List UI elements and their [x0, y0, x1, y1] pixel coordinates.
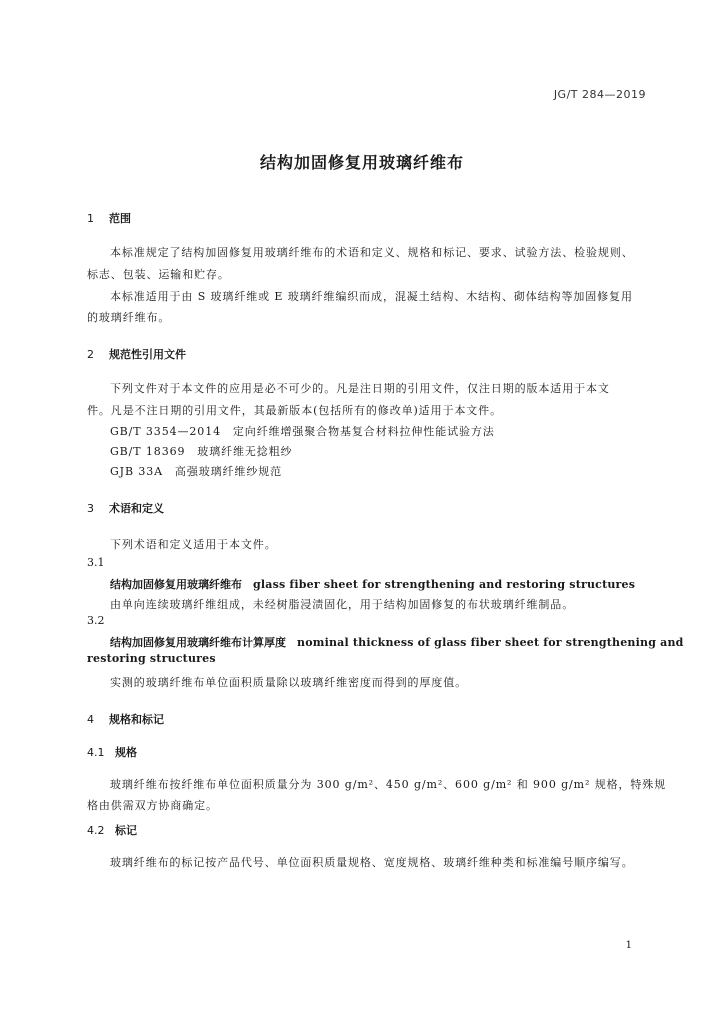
section-2-title: 规范性引用文件: [109, 348, 186, 361]
section-2-paragraph-line-2: 件。凡是不注日期的引用文件，其最新版本(包括所有的修改单)适用于本文件。: [87, 404, 502, 417]
section-1-paragraph-2-line-2: 的玻璃纤维布。: [87, 311, 171, 324]
term-3-1-heading: [110, 576, 635, 592]
standard-number: JG/T 284—2019: [553, 88, 646, 101]
section-4-2-title: 标记: [115, 824, 137, 837]
term-3-1-english: glass fiber sheet for strengthening and restoring structures: [253, 578, 636, 591]
section-4-2-paragraph-line-1: 玻璃纤维布的标记按产品代号、单位面积质量规格、宽度规格、玻璃纤维种类和标准编号顺序编写。: [110, 856, 634, 869]
section-1-paragraph-2-line-1: 本标准适用于由 S 玻璃纤维或 E 玻璃纤维编织而成，混凝土结构、木结构、砌体结构等加固修复用: [110, 290, 633, 303]
normative-reference: GB/T 18369 玻璃纤维无捻粗纱: [110, 445, 293, 458]
section-4-1-number: 4.1: [87, 746, 105, 759]
section-2-number: 2: [87, 348, 94, 361]
term-3-2-heading: [110, 634, 684, 650]
section-3-number: 3: [87, 502, 94, 515]
term-3-2-english-line-2: restoring structures: [87, 652, 216, 665]
section-4-2-heading: [87, 822, 137, 838]
term-3-1-number: 3.1: [87, 556, 105, 569]
section-1-title: 范围: [109, 212, 131, 225]
term-3-2-chinese: 结构加固修复用玻璃纤维布计算厚度: [110, 636, 286, 649]
document-title: 结构加固修复用玻璃纤维布: [259, 153, 464, 172]
section-3-intro: 下列术语和定义适用于本文件。: [110, 538, 277, 551]
section-4-1-title: 规格: [115, 746, 137, 759]
page-number: 1: [625, 940, 632, 951]
term-3-2-number: 3.2: [87, 614, 105, 627]
normative-reference: GB/T 3354—2014 定向纤维增强聚合物基复合材料拉伸性能试验方法: [110, 425, 495, 438]
section-2-heading: [87, 346, 186, 362]
section-1-number: 1: [87, 212, 94, 225]
section-4-2-number: 4.2: [87, 824, 105, 837]
normative-reference: GJB 33A 高强玻璃纤维纱规范: [110, 465, 283, 478]
section-1-heading: [87, 210, 131, 226]
section-3-title: 术语和定义: [109, 502, 164, 515]
section-4-1-paragraph-line-1: 玻璃纤维布按纤维布单位面积质量分为 300 g/m²、450 g/m²、600 g/m² 和 900 g/m² 规格，特殊规: [110, 778, 667, 791]
section-4-1-heading: [87, 744, 137, 760]
section-1-paragraph-1-line-1: 本标准规定了结构加固修复用玻璃纤维布的术语和定义、规格和标记、要求、试验方法、检验规则、: [110, 246, 634, 259]
section-2-paragraph-line-1: 下列文件对于本文件的应用是必不可少的。凡是注日期的引用文件，仅注日期的版本适用于本文: [110, 382, 610, 395]
term-3-2-definition: 实测的玻璃纤维布单位面积质量除以玻璃纤维密度而得到的厚度值。: [110, 676, 467, 689]
term-3-1-definition: 由单向连续玻璃纤维组成，未经树脂浸渍固化，用于结构加固修复的布状玻璃纤维制品。: [110, 598, 575, 611]
section-3-heading: [87, 500, 164, 516]
section-1-paragraph-1-line-2: 标志、包装、运输和贮存。: [87, 268, 230, 281]
term-3-2-english: nominal thickness of glass fiber sheet for strengthening and: [297, 636, 684, 649]
section-4-title: 规格和标记: [109, 713, 164, 726]
term-3-1-chinese: 结构加固修复用玻璃纤维布: [110, 578, 242, 591]
section-4-number: 4: [87, 713, 94, 726]
section-4-1-paragraph-line-2: 格由供需双方协商确定。: [87, 799, 218, 812]
term-3-2-english-continued: [87, 652, 216, 665]
section-4-heading: [87, 711, 164, 727]
